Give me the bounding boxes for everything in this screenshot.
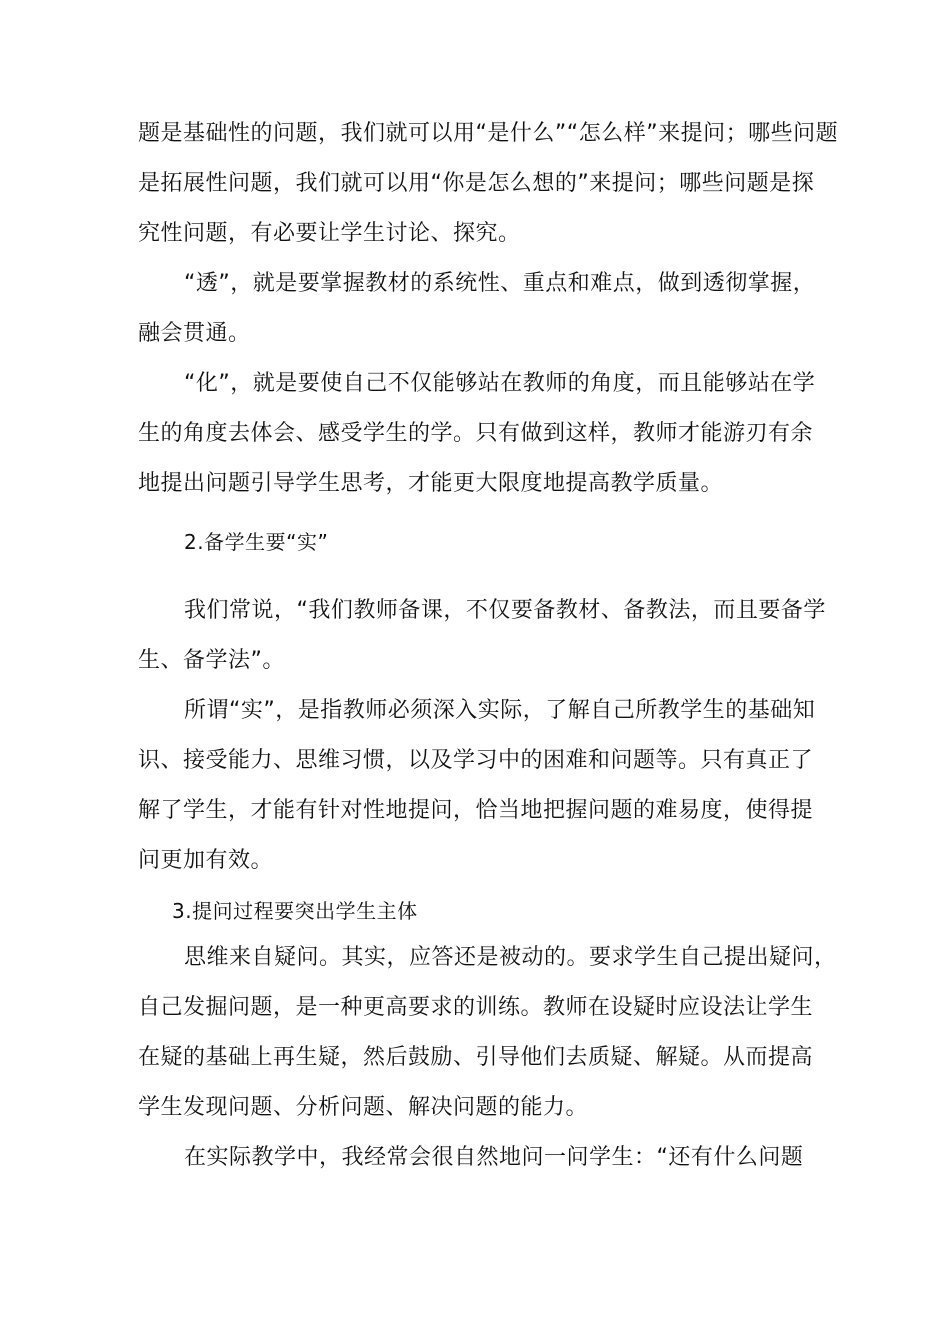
paragraph-line: 思维来自疑问。其实，应答还是被动的。要求学生自己提出疑问，	[184, 945, 837, 970]
paragraph-line: 在疑的基础上再生疑，然后鼓励、引导他们去质疑、解疑。从而提高	[138, 1045, 814, 1070]
paragraph-line: 在实际教学中，我经常会很自然地问一问学生：“还有什么问题	[184, 1145, 804, 1170]
section-heading: 2.备学生要“实”	[184, 530, 329, 554]
paragraph-line: 题是基础性的问题，我们就可以用“是什么”“怎么样”来提问；哪些问题	[138, 121, 839, 146]
paragraph-line: 学生发现问题、分析问题、解决问题的能力。	[138, 1095, 589, 1120]
paragraph-line: “化”，就是要使自己不仅能够站在教师的角度，而且能够站在学	[184, 371, 816, 396]
paragraph-line: 生的角度去体会、感受学生的学。只有做到这样，教师才能游刃有余	[138, 421, 814, 446]
paragraph-line: 究性问题，有必要让学生讨论、探究。	[138, 221, 521, 246]
paragraph-line: 问更加有效。	[138, 848, 274, 873]
paragraph-line: 融会贯通。	[138, 321, 251, 346]
paragraph-line: 是拓展性问题，我们就可以用“你是怎么想的”来提问；哪些问题是探	[138, 171, 815, 196]
paragraph-line: 自己发掘问题，是一种更高要求的训练。教师在设疑时应设法让学生	[138, 995, 814, 1020]
paragraph-line: 生、备学法”。	[138, 648, 285, 673]
paragraph-line: “透”，就是要掌握教材的系统性、重点和难点，做到透彻掌握，	[184, 271, 816, 296]
paragraph-line: 所谓“实”，是指教师必须深入实际，了解自己所教学生的基础知	[184, 698, 816, 723]
paragraph-line: 我们常说，“我们教师备课，不仅要备教材、备教法，而且要备学	[184, 598, 826, 623]
paragraph-line: 识、接受能力、思维习惯，以及学习中的困难和问题等。只有真正了	[138, 748, 814, 773]
section-heading: 3.提问过程要突出学生主体	[172, 899, 418, 923]
paragraph-line: 地提出问题引导学生思考，才能更大限度地提高教学质量。	[138, 471, 724, 496]
paragraph-line: 解了学生，才能有针对性地提问，恰当地把握问题的难易度，使得提	[138, 798, 814, 823]
